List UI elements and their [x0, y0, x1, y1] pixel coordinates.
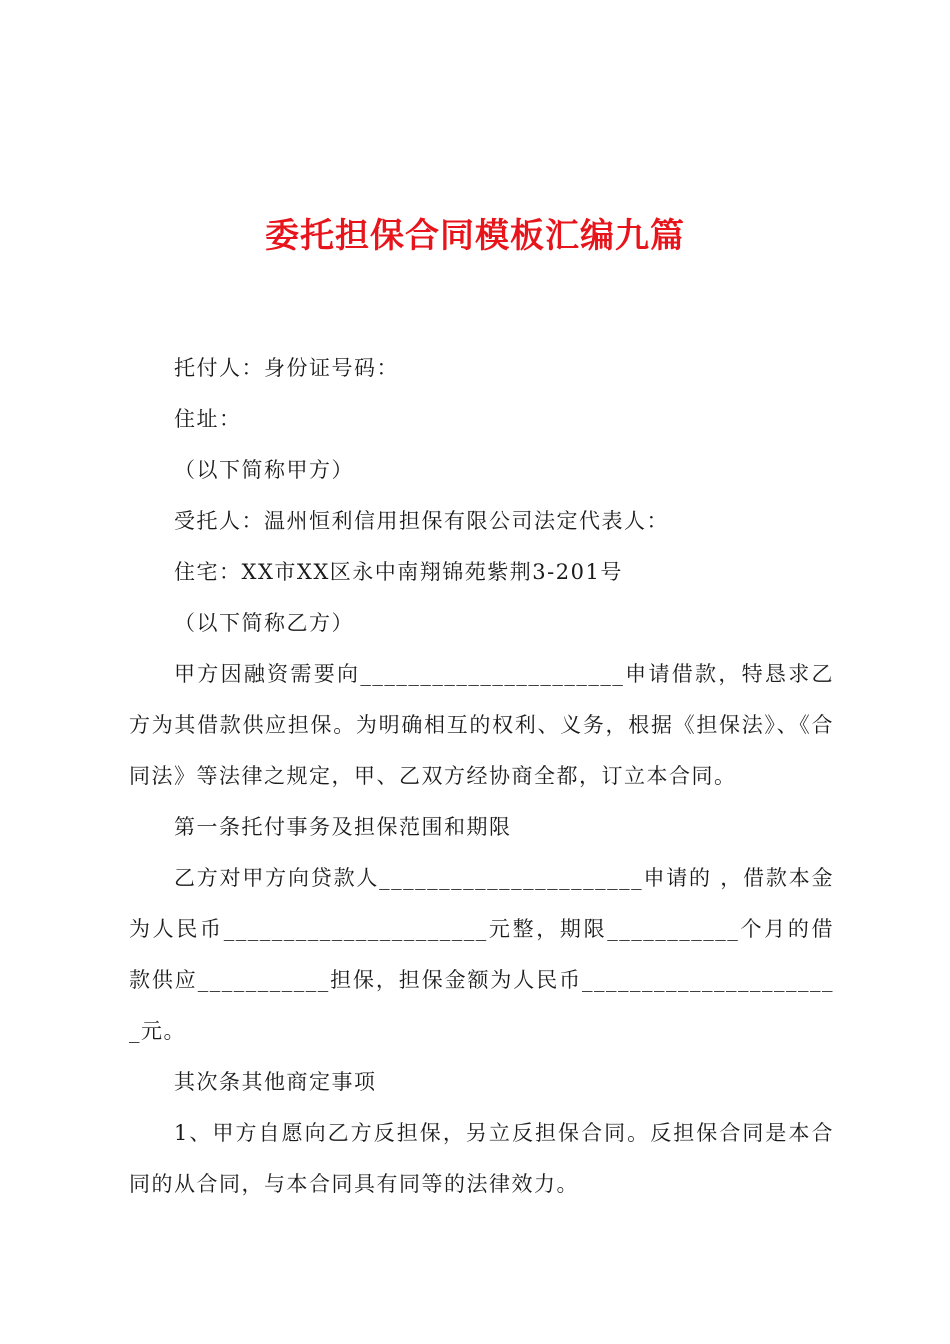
document-title: 委托担保合同模板汇编九篇	[265, 216, 685, 256]
paragraph-preamble: 甲方因融资需要向______________________申请借款，特恳求乙方为其借款供应担保。为明确相互的权利、义务，根据《担保法》、《合同法》等法律之规定，甲、乙双方经协商全都，订立本合同。	[129, 662, 834, 788]
paragraph-article-2-item-1: 1、甲方自愿向乙方反担保，另立反担保合同。反担保合同是本合同的从合同，与本合同具有同等的法律效力。	[129, 1121, 834, 1196]
paragraph-party-a-note: （以下简称甲方）	[174, 458, 354, 482]
paragraph-article-1-body: 乙方对甲方向贷款人______________________申请的 ，借款本金为人民币______________________元整，期限___________个月的借款供应___________担保，担保金额为人民币______________________元。	[129, 866, 834, 1043]
paragraph-article-1-heading: 第一条托付事务及担保范围和期限	[174, 815, 512, 839]
paragraph-residence: 住宅：XX市XX区永中南翔锦苑紫荆3-201号	[174, 560, 623, 584]
paragraph-party-b-note: （以下简称乙方）	[174, 611, 354, 635]
paragraph-article-2-heading: 其次条其他商定事项	[174, 1070, 377, 1094]
paragraph-entrustor: 托付人：身份证号码：	[174, 356, 399, 380]
paragraph-trustee: 受托人：温州恒利信用担保有限公司法定代表人：	[174, 509, 669, 533]
document-body	[129, 343, 834, 1210]
paragraph-address: 住址：	[174, 407, 242, 431]
